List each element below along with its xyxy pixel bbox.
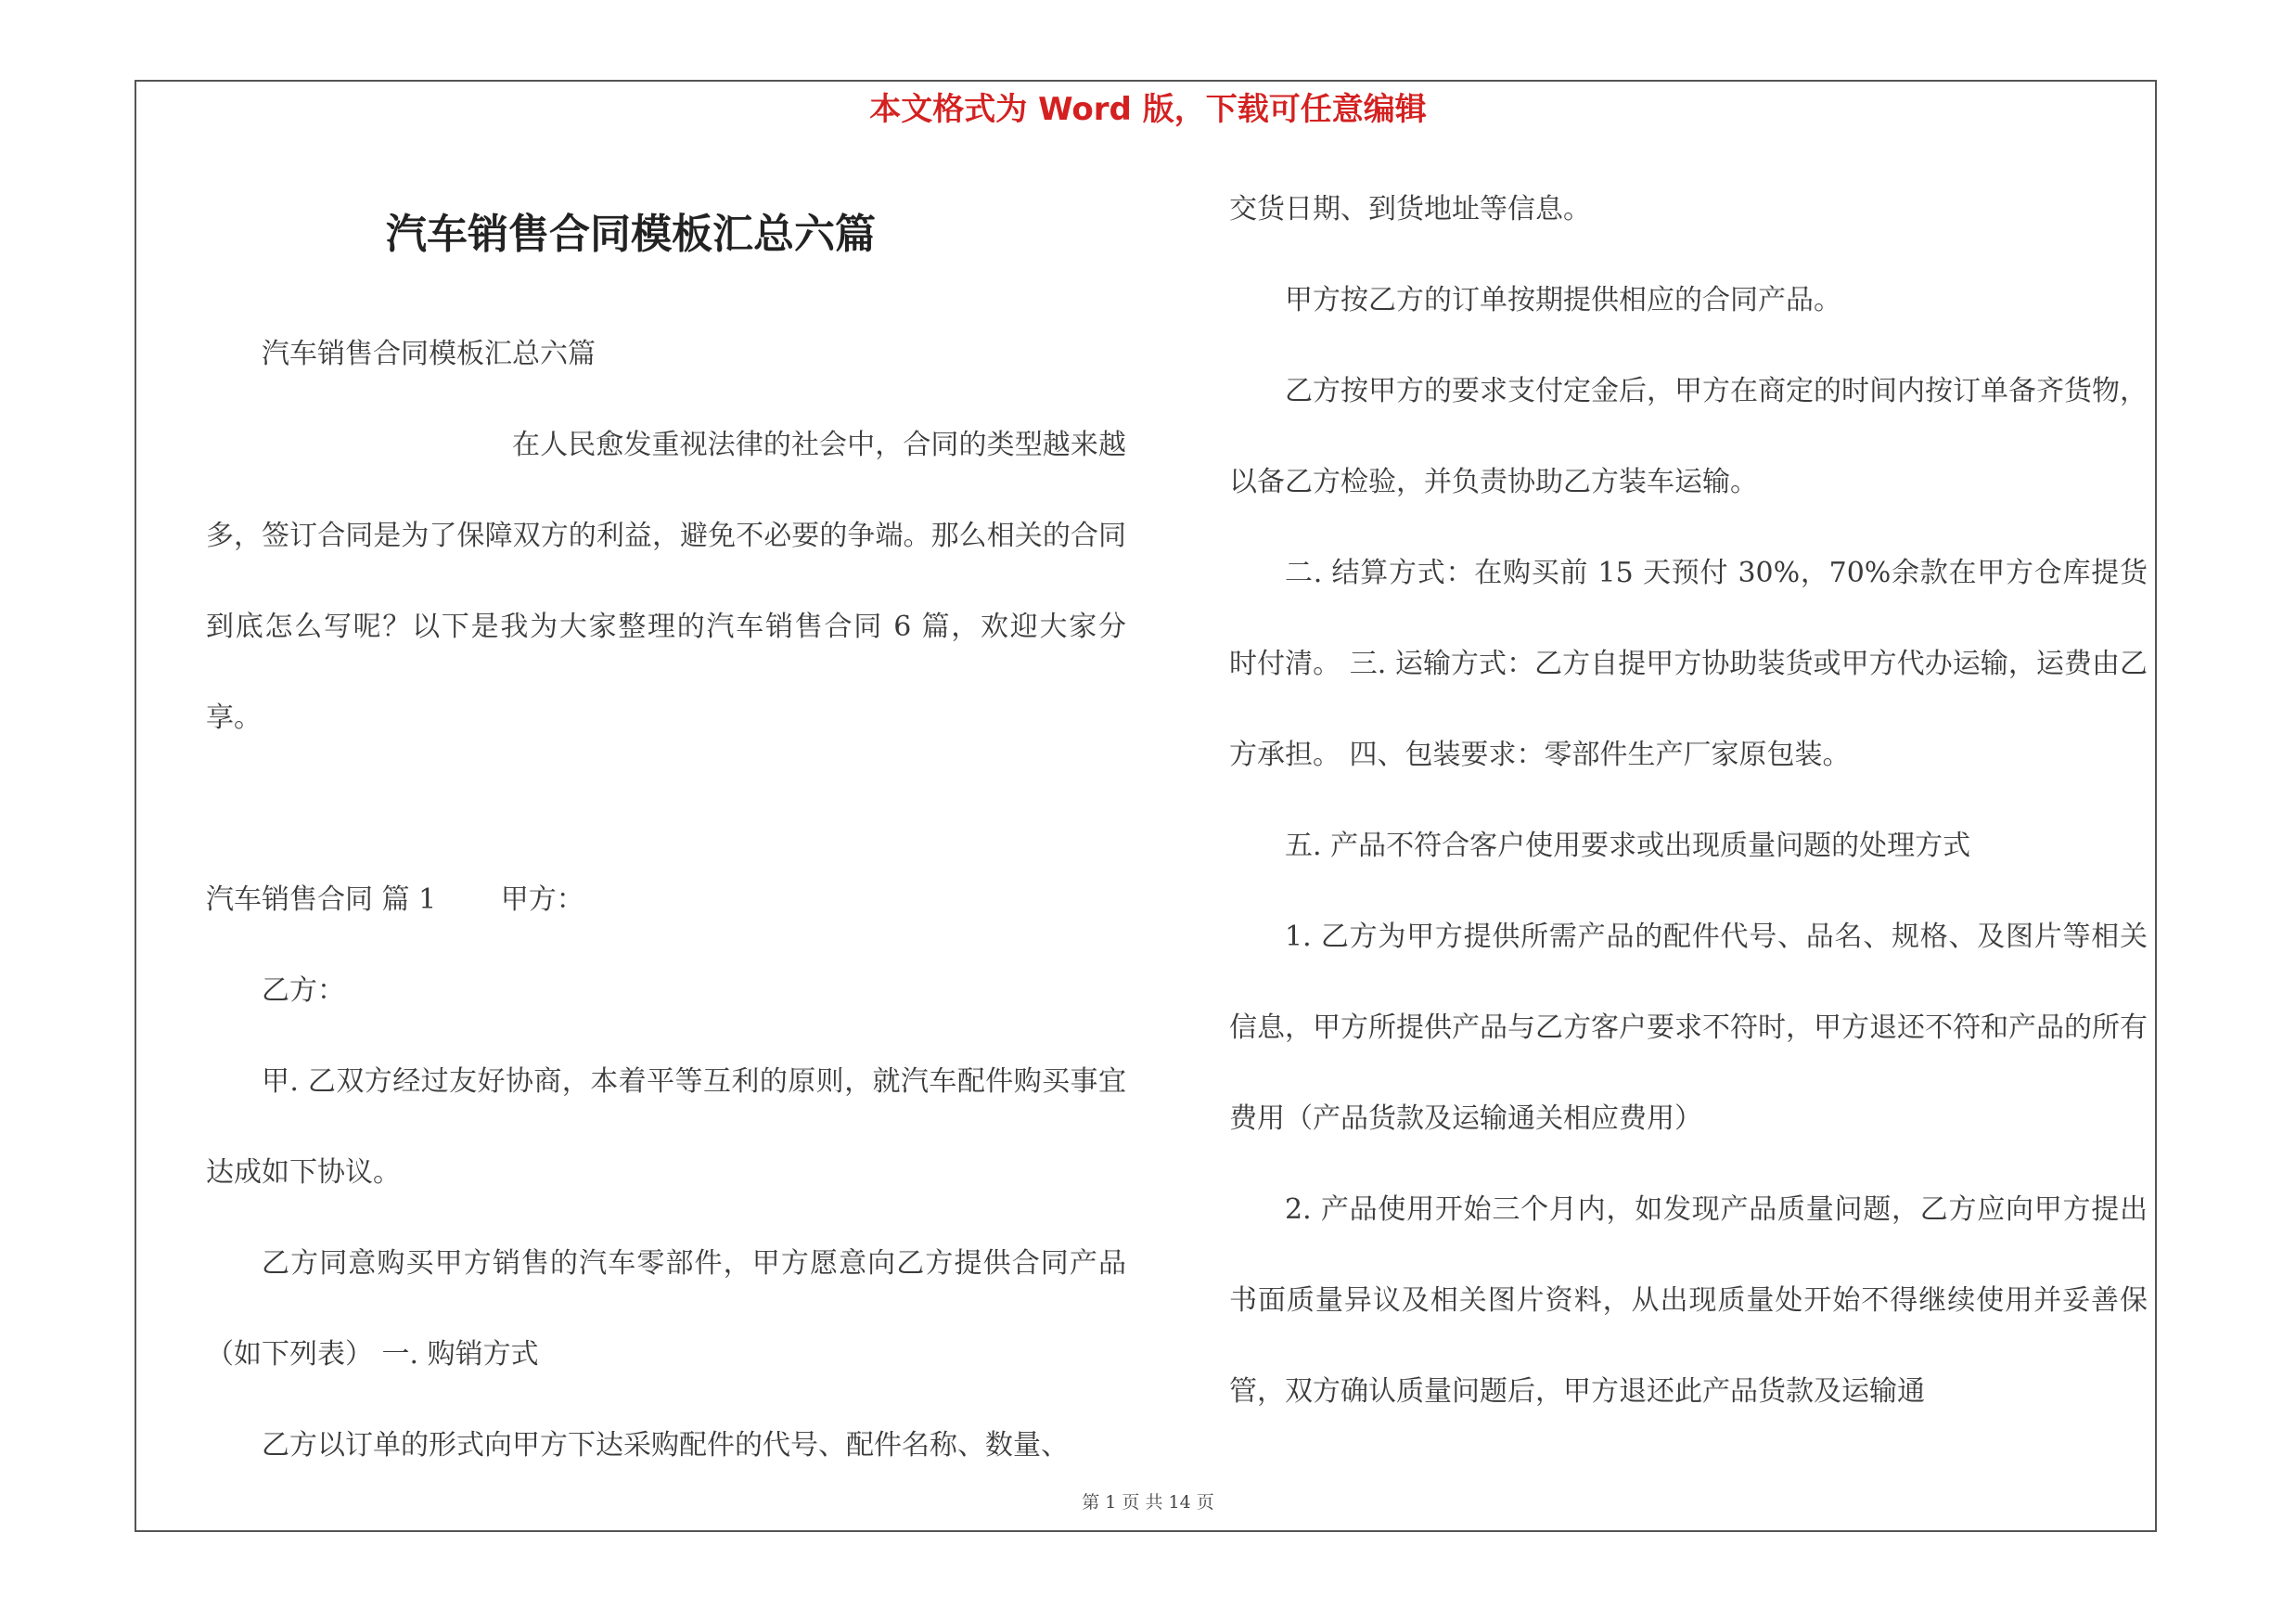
paragraph-clause-1: 1. 乙方为甲方提供所需产品的配件代号、品名、规格、及图片等相关信息，甲方所提供产品与乙方客户要求不符时，甲方退还不符和产品的所有费用（产品货款及运输通关相应费用） [1229, 921, 2148, 1135]
paragraph-deposit: 乙方按甲方的要求支付定金后，甲方在商定的时间内按订单备齐货物，以备乙方检验，并负责协助乙方装车运输。 [1229, 375, 2148, 498]
blank-line [206, 764, 1126, 855]
right-column [1229, 164, 2148, 1437]
document-title: 汽车销售合同模板汇总六篇 [386, 211, 876, 258]
paragraph-order: 乙方以订单的形式向甲方下达采购配件的代号、配件名称、数量、 [262, 1429, 1069, 1462]
paragraph-agreement: 甲. 乙双方经过友好协商，本着平等互利的原则，就汽车配件购买事宜达成如下协议。 [206, 1065, 1126, 1189]
word-format-banner: 本文格式为 Word 版，下载可任意编辑 [869, 91, 1427, 128]
paragraph-intro: 在人民愈发重视法律的社会中，合同的类型越来越多，签订合同是为了保障双方的利益，避免不必要的争端。那么相关的合同到底怎么写呢？以下是我为大家整理的汽车销售合同 6 篇，欢迎大家分享。 [206, 429, 1126, 734]
paragraph-clause-2: 2. 产品使用开始三个月内，如发现产品质量问题，乙方应向甲方提出书面质量异议及相关图片资料，从出现质量处开始不得继续使用并妥善保管，双方确认质量问题后，甲方退还此产品货款及运输通 [1229, 1193, 2148, 1408]
paragraph-order-continued: 交货日期、到货地址等信息。 [1229, 193, 1591, 225]
paragraph-contract-heading: 汽车销售合同 篇 1 甲方： [206, 883, 584, 916]
left-column [206, 309, 1126, 1491]
page-number-footer: 第 1 页 共 14 页 [1082, 1492, 1214, 1513]
paragraph-subtitle: 汽车销售合同模板汇总六篇 [262, 338, 596, 370]
paragraph-quality-heading: 五. 产品不符合客户使用要求或出现质量问题的处理方式 [1285, 830, 1971, 862]
paragraph-settlement: 二. 结算方式：在购买前 15 天预付 30%，70%余款在甲方仓库提货时付清。 三. 运输方式：乙方自提甲方协助装货或甲方代办运输，运费由乙方承担。 四、包装要求：零部件生产厂家原包装。 [1229, 557, 2148, 771]
paragraph-supply: 甲方按乙方的订单按期提供相应的合同产品。 [1285, 284, 1841, 316]
paragraph-products: 乙方同意购买甲方销售的汽车零部件，甲方愿意向乙方提供合同产品（如下列表） 一. 购销方式 [206, 1247, 1126, 1371]
paragraph-party-b: 乙方： [262, 974, 345, 1007]
